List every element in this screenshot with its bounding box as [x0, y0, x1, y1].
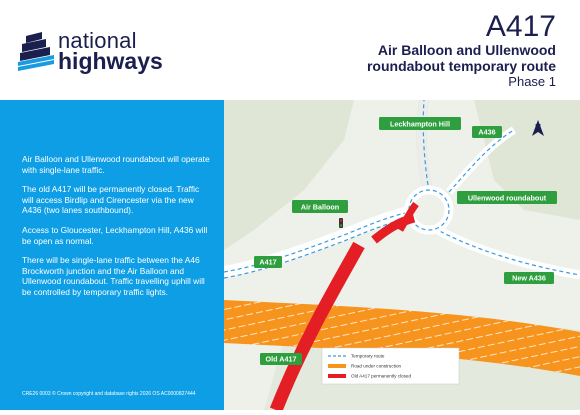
header: [0, 0, 580, 100]
label-text: A417: [259, 257, 277, 267]
traffic-light-icon: [339, 218, 343, 228]
map-canvas: [224, 100, 580, 410]
copyright-notice: CRE26 0003 © Crown copyright and database rights 2026 OS AC0000827444: [22, 391, 196, 397]
label-text: Air Balloon: [300, 202, 340, 212]
label-text: Leckhampton Hill: [390, 119, 450, 129]
label-text: A436: [478, 127, 496, 137]
info-paragraph: The old A417 will be permanently closed. Traffic will access Birdlip and Cirencester via the new A436 (two lanes southbound).: [22, 184, 200, 216]
route-code: A417: [485, 10, 556, 43]
phase-label: Phase 1: [508, 74, 556, 89]
title-block: [367, 12, 556, 90]
label-text: New A436: [512, 273, 546, 283]
logo-text-national: national: [58, 28, 137, 53]
map-label-a417: [254, 256, 282, 268]
compass-label: N: [535, 123, 541, 132]
label-text: Old A417: [265, 354, 297, 364]
map-legend: [322, 348, 459, 384]
title-line-2: roundabout temporary route: [366, 58, 556, 74]
info-paragraph: Access to Gloucester, Leckhampton Hill, A436 will be open as normal.: [22, 224, 208, 246]
title-line-1: Air Balloon and Ullenwood: [377, 42, 556, 58]
legend-label: Temporary route: [351, 353, 385, 359]
legend-label: Road under construction: [351, 363, 402, 369]
map-label-ullenwood: [457, 191, 557, 204]
map-label-a436: [472, 126, 502, 138]
legend-swatch-closed: [328, 374, 346, 378]
map-label-leckhampton: [379, 117, 461, 130]
route-map[interactable]: [224, 100, 580, 410]
logo-text-highways: highways: [58, 48, 163, 74]
roundabout-island: [415, 196, 443, 224]
legend-label: Old A417 permanently closed: [351, 373, 412, 379]
legend-swatch-construction: [328, 364, 346, 368]
info-paragraphs: [22, 154, 212, 307]
info-paragraph: There will be single-lane traffic between the A46 Brockworth junction and the Air Balloon and Ullenwood roundabout. Traffic travelling uphill will be controlled by temporary traffic lights.: [22, 255, 205, 297]
map-label-air-balloon: [292, 200, 348, 213]
map-label-old-a417: [260, 353, 302, 365]
info-paragraph: Air Balloon and Ullenwood roundabout will operate with single-lane traffic.: [22, 154, 210, 175]
national-highways-logo: [16, 28, 166, 74]
map-label-new-a436: [504, 272, 554, 284]
logo-mark-icon: [16, 28, 56, 72]
label-text: Ullenwood roundabout: [467, 193, 547, 203]
info-panel: [0, 100, 224, 410]
